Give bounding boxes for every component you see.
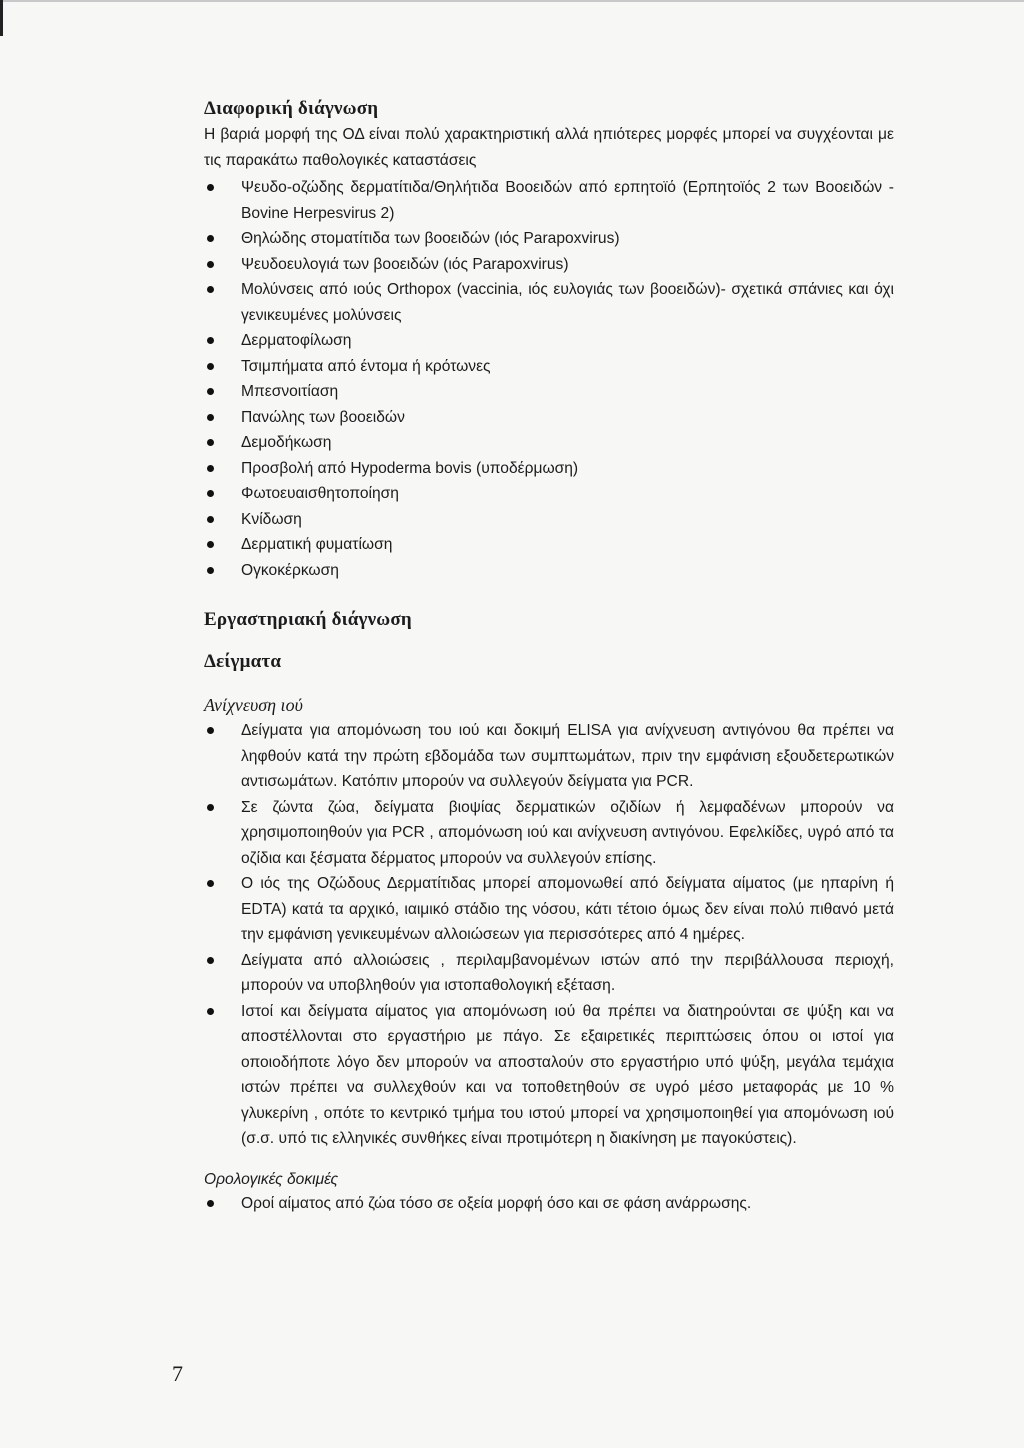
differential-diagnosis-list [204,175,894,583]
document-page-content [204,98,894,1216]
list-item: Δερματική φυματίωση [204,532,894,558]
differential-diagnosis-intro: Η βαριά μορφή της ΟΔ είναι πολύ χαρακτηριστική αλλά ηπιότερες μορφές μπορεί να συγχέονται με τις παρακάτω παθολογικές καταστάσεις [204,126,894,169]
list-item: Μπεσνοιτίαση [204,379,894,405]
list-item: Δείγματα από αλλοιώσεις , περιλαμβανομένων ιστών από την περιβάλλουσα περιοχή, μπορούν να υποβληθούν για ιστοπαθολογική εξέταση. [204,948,894,999]
list-item: Δείγματα για απομόνωση του ιού και δοκιμή ELISA για ανίχνευση αντιγόνου θα πρέπει να ληφθούν κατά την πρώτη εβδομάδα των συμπτωμάτων, πριν την εμφάνιση εξουδετερωτικών αντισωμάτων. Κατόπιν μπορούν να συλλεγούν δείγματα για PCR. [204,718,894,795]
list-item: Θηλώδης στοματίτιδα των βοοειδών (ιός Parapoxvirus) [204,226,894,252]
list-item: Πανώλης των βοοειδών [204,405,894,431]
differential-diagnosis-heading: Διαφορική διάγνωση [204,98,379,119]
list-item: Φωτοευαισθητοποίηση [204,481,894,507]
list-item: Ο ιός της Οζώδους Δερματίτιδας μπορεί απομονωθεί από δείγματα αίματος (με ηπαρίνη ή EDTA) κατά τα αρχικό, ιαιμικό στάδιο της νόσου, κάτι τέτοιο όμως δεν είναι πολύ πιθανό μετά την εμφάνιση γενικευμένων αλλοιώσεων για περισσότερες από 4 ημέρες. [204,871,894,948]
list-item: Ιστοί και δείγματα αίματος για απομόνωση ιού θα πρέπει να διατηρούνται σε ψύξη και να αποστέλλονται στο εργαστήριο με πάγο. Σε εξαιρετικές περιπτώσεις όπου οι ιστοί για οποιοδήποτε λόγο δεν μπορούν να αποσταλούν στο εργαστήριο υπό ψύξη, μεγάλα τεμάχια ιστών πρέπει να συλλεχθούν και να τοποθετηθούν σε υγρό μέσο μεταφοράς με 10 % γλυκερίνη , οπότε το κεντρικό τμήμα του ιστού μπορεί να χρησιμοποιηθεί για απομόνωση ιού (σ.σ. υπό τις ελληνικές συνθήκες είναι προτιμότερη η διακίνηση με παγοκύστεις). [204,999,894,1152]
list-item: Ψευδο-οζώδης δερματίτιδα/Θηλήτιδα Βοοειδών από ερπητοϊό (Ερπητοϊός 2 των Βοοειδών - Bovine Herpesvirus 2) [204,175,894,226]
list-item: Δερματοφίλωση [204,328,894,354]
list-item: Τσιμπήματα από έντομα ή κρότωνες [204,354,894,380]
list-item: Οροί αίματος από ζώα τόσο σε οξεία μορφή όσο και σε φάση ανάρρωσης. [204,1191,894,1217]
list-item: Δεμοδήκωση [204,430,894,456]
samples-heading: Δείγματα [204,651,282,672]
virus-detection-heading: Ανίχνευση ιού [204,695,303,715]
laboratory-diagnosis-heading: Εργαστηριακή διάγνωση [204,609,412,630]
list-item: Μολύνσεις από ιούς Orthopox (vaccinia, ιός ευλογιάς των βοοειδών)- σχετικά σπάνιες και όχι γενικευμένες μολύνσεις [204,277,894,328]
scan-edge-left [0,0,3,36]
virus-detection-list [204,718,894,1152]
serology-heading: Ορολογικές δοκιμές [204,1170,339,1188]
list-item: Κνίδωση [204,507,894,533]
list-item: Προσβολή από Hypoderma bovis (υποδέρμωση) [204,456,894,482]
serology-list [204,1191,894,1217]
page-number: 7 [172,1361,183,1386]
list-item: Σε ζώντα ζώα, δείγματα βιοψίας δερματικών οζιδίων ή λεμφαδένων μπορούν να χρησιμοποιηθούν για PCR , απομόνωση ιού και ανίχνευση αντιγόνου. Εφελκίδες, υγρό από τα οζίδια και ξέσματα δέρματος μπορούν να συλλεγούν επίσης. [204,795,894,872]
list-item: Ογκοκέρκωση [204,558,894,584]
scan-edge-top [0,0,1024,2]
list-item: Ψευδοευλογιά των βοοειδών (ιός Parapoxvirus) [204,252,894,278]
